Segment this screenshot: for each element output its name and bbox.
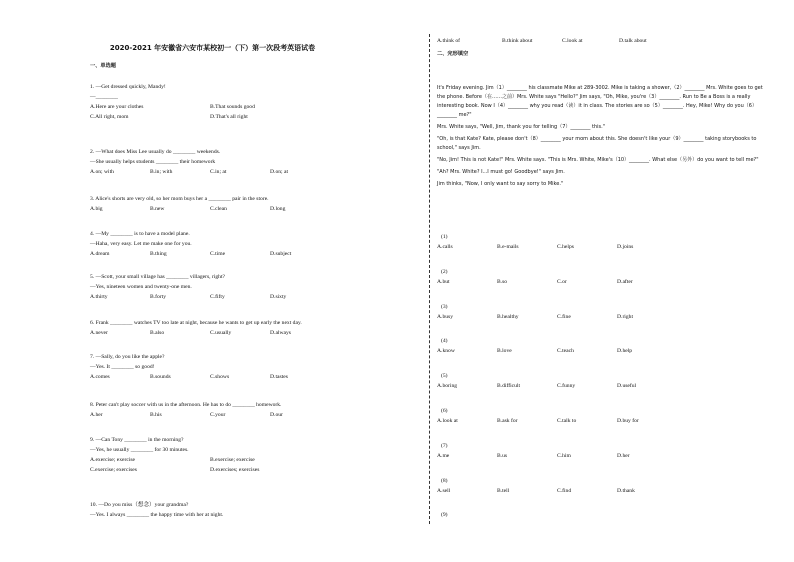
option-b[interactable]: B.love <box>497 348 512 355</box>
column-divider <box>429 34 430 524</box>
option-b[interactable]: B.think about <box>502 38 533 44</box>
passage-paragraph: "Oh, is that Kate? Kate, please don't（8）________ your mom about this. She doesn't like your（9）________ taking storybooks to school," says Jim. <box>437 136 757 151</box>
option-b[interactable]: B.That sounds good <box>210 104 255 110</box>
option-b[interactable]: B.in; with <box>150 169 173 175</box>
option-d[interactable]: D.thank <box>617 487 635 494</box>
cloze-number: (5) <box>441 373 448 380</box>
option-b[interactable]: B.healthy <box>497 313 519 320</box>
exam-title: 2020-2021 年安徽省六安市某校初一（下）第一次段考英语试卷 <box>109 44 316 52</box>
question-text: 6. Frank ________ watches TV too late at night, because he wants to get up early the next day. <box>90 320 302 326</box>
cloze-question-7 <box>437 443 767 463</box>
option-c[interactable]: C.exercise; exercises <box>90 467 137 473</box>
option-d[interactable]: D.sixty <box>270 294 287 300</box>
option-b[interactable]: B.so <box>497 278 508 285</box>
passage-paragraph: "Ah? Mrs. White? I...I must go! Goodbye!" says Jim. <box>437 169 565 175</box>
option-b[interactable]: B.exercise; exercise <box>210 457 255 463</box>
option-c[interactable]: C.look at <box>562 38 583 44</box>
cloze-question-6 <box>437 408 767 428</box>
cloze-number: (1) <box>441 234 448 240</box>
option-a[interactable]: A.calls <box>437 244 453 250</box>
passage-paragraph: Jim thinks, "Now, I only want to say sorry to Mike." <box>437 181 564 187</box>
option-d[interactable]: D.help <box>617 348 633 355</box>
option-c[interactable]: C.or <box>557 278 567 285</box>
option-d[interactable]: D.buy for <box>617 418 639 424</box>
option-a[interactable]: A.sell <box>437 487 451 494</box>
cloze-question-1 <box>437 234 767 254</box>
option-b[interactable]: B.tell <box>497 487 510 494</box>
option-a[interactable]: A.big <box>90 206 103 212</box>
option-b[interactable]: B.his <box>150 412 162 418</box>
option-b[interactable]: B.sounds <box>150 374 171 380</box>
question-text: —She usually helps students ________ their homework <box>90 159 216 165</box>
question-text: —Yes. I always ________ the happy time with her at night. <box>90 512 224 518</box>
option-c[interactable]: C.talk to <box>557 418 577 424</box>
question-3 <box>90 194 420 214</box>
option-c[interactable]: C.helps <box>557 244 574 250</box>
option-a[interactable]: A.Here are your clothes <box>90 104 144 110</box>
question-1 <box>90 82 420 122</box>
cloze-question-5 <box>437 373 767 393</box>
cloze-question-4 <box>437 338 767 358</box>
option-b[interactable]: B.thing <box>150 251 167 257</box>
cloze-passage <box>437 84 772 189</box>
cloze-number: (8) <box>441 477 448 484</box>
option-a[interactable]: A.on; with <box>90 169 114 175</box>
option-c[interactable]: C.fifty <box>210 294 225 300</box>
option-a[interactable]: A.exercise; exercise <box>90 457 136 463</box>
option-c[interactable]: C.in; at <box>210 169 227 175</box>
option-b[interactable]: B.e-mails <box>497 244 519 250</box>
option-c[interactable]: C.teach <box>557 348 574 355</box>
option-c[interactable]: C.shows <box>210 374 230 380</box>
question-7 <box>90 352 420 382</box>
cloze-number: (4) <box>441 338 448 345</box>
option-b[interactable]: B.also <box>150 330 165 336</box>
option-c[interactable]: C.funny <box>557 383 576 390</box>
option-a[interactable]: A.comes <box>90 374 110 380</box>
section-heading-single-choice: 一、单选题 <box>90 63 116 69</box>
option-a[interactable]: A.know <box>437 348 455 355</box>
question-text: —Yes, nineteen women and twenty-one men. <box>90 284 192 290</box>
option-c[interactable]: C.your <box>210 412 226 418</box>
question-text: 5. —Scott, your small village has ________ villagers, right? <box>90 274 226 280</box>
cloze-number: (6) <box>441 408 448 414</box>
option-a[interactable]: A.busy <box>437 313 454 320</box>
question-text: 8. Peter can't play soccer with us in the afternoon. He has to do ________ homework. <box>90 402 282 408</box>
cloze-question-3 <box>437 304 767 324</box>
option-b[interactable]: B.difficult <box>497 383 521 390</box>
question-text: 2. —What does Miss Lee usually do ________ weekends. <box>90 149 221 155</box>
option-a[interactable]: A.but <box>437 278 450 285</box>
option-d[interactable]: D.tastes <box>270 374 288 380</box>
question-text: 3. Alice's shorts are very old, so her mom buys her a ________ pair in the store. <box>90 196 269 202</box>
option-d[interactable]: D.on; at <box>270 169 289 175</box>
option-d[interactable]: D.exercises; exercises <box>210 467 260 473</box>
question-text: 1. —Get dressed quickly, Mandy! <box>90 84 166 90</box>
option-d[interactable]: D.talk about <box>619 38 647 44</box>
option-d[interactable]: D.after <box>617 278 633 285</box>
option-d[interactable]: D.right <box>617 313 634 320</box>
option-c[interactable]: C.All right, mom <box>90 114 129 120</box>
option-c[interactable]: C.time <box>210 251 226 257</box>
option-a[interactable]: A.never <box>90 330 108 336</box>
passage-paragraph: "No, Jim! This is not Kate!" Mrs. White says. "This is Mrs. White, Mike's（10）________. What else（另外）do you want to tell me?" <box>437 157 759 163</box>
option-d[interactable]: D.That's all right <box>210 114 248 120</box>
option-c[interactable]: C.clean <box>210 206 227 212</box>
option-d[interactable]: D.always <box>270 330 291 336</box>
option-c[interactable]: C.find <box>557 487 572 494</box>
option-c[interactable]: C.him <box>557 452 571 459</box>
question-text: —Yes. It ________ so good! <box>90 364 155 370</box>
option-a[interactable]: A.thirty <box>90 294 108 300</box>
option-d[interactable]: D.our <box>270 412 283 418</box>
question-5 <box>90 272 420 302</box>
cloze-question-8 <box>437 478 767 498</box>
question-text: —Haha, very easy. Let me make one for you. <box>90 241 192 247</box>
option-d[interactable]: D.long <box>270 206 286 212</box>
question-text: —Yes, he usually ________ for 30 minutes. <box>90 447 189 453</box>
cloze-number: (2) <box>441 268 448 275</box>
option-b[interactable]: B.new <box>150 206 165 212</box>
option-c[interactable]: C.fine <box>557 313 571 320</box>
option-d[interactable]: D.useful <box>617 383 637 390</box>
option-a[interactable]: A.look at <box>437 418 458 424</box>
question-6 <box>90 318 420 338</box>
option-a[interactable]: A.boring <box>437 383 458 390</box>
passage-paragraph: It's Friday evening. Jim（1）________ his classmate Mike at 289-3002. Mike is taking a shower,（2）________ Mrs. White goes to get the phone. Before（在……之前）Mrs. White says "Hello?" Jim says, "Oh, Mike, you're（3）________. Run to Be a Boss is a really interesting book. Now I（4）________ why you read（读）it in class. The stories are so（5）________. Hey, Mike! Why do you（6）________ me?" <box>437 85 763 118</box>
question-2 <box>90 147 420 177</box>
cloze-number: (7) <box>441 442 448 449</box>
option-a[interactable]: A.her <box>90 412 103 418</box>
option-d[interactable]: D.subject <box>270 251 292 257</box>
option-a[interactable]: A.dream <box>90 251 110 257</box>
cloze-question-9 <box>437 512 767 522</box>
question-4 <box>90 229 420 259</box>
question-10 <box>90 500 420 520</box>
option-b[interactable]: B.forty <box>150 294 167 300</box>
question-9 <box>90 435 420 475</box>
question-text: 4. —My ________ is to have a model plane. <box>90 231 190 237</box>
question-8 <box>90 400 420 420</box>
cloze-number: (3) <box>441 303 448 310</box>
top-options-row <box>437 38 767 48</box>
option-d[interactable]: D.joins <box>617 244 634 250</box>
question-text: 7. —Sally, do you like the apple? <box>90 354 165 360</box>
cloze-question-2 <box>437 269 767 289</box>
question-text: —________ <box>90 94 118 100</box>
option-a[interactable]: A.me <box>437 452 450 459</box>
question-text: 10. —Do you miss（想念）your grandma? <box>90 502 189 508</box>
cloze-number: (9) <box>441 512 448 519</box>
passage-paragraph: Mrs. White says, "Well, Jim, thank you for telling（7）________ this." <box>437 124 606 130</box>
option-a[interactable]: A.think of <box>437 38 460 44</box>
option-b[interactable]: B.us <box>497 452 508 459</box>
question-text: 9. —Can Tony ________ in the morning? <box>90 437 184 443</box>
option-d[interactable]: D.her <box>617 452 630 459</box>
section-heading-cloze: 二、完形填空 <box>437 51 469 57</box>
option-c[interactable]: C.usually <box>210 330 232 336</box>
option-b[interactable]: B.ask for <box>497 418 518 424</box>
